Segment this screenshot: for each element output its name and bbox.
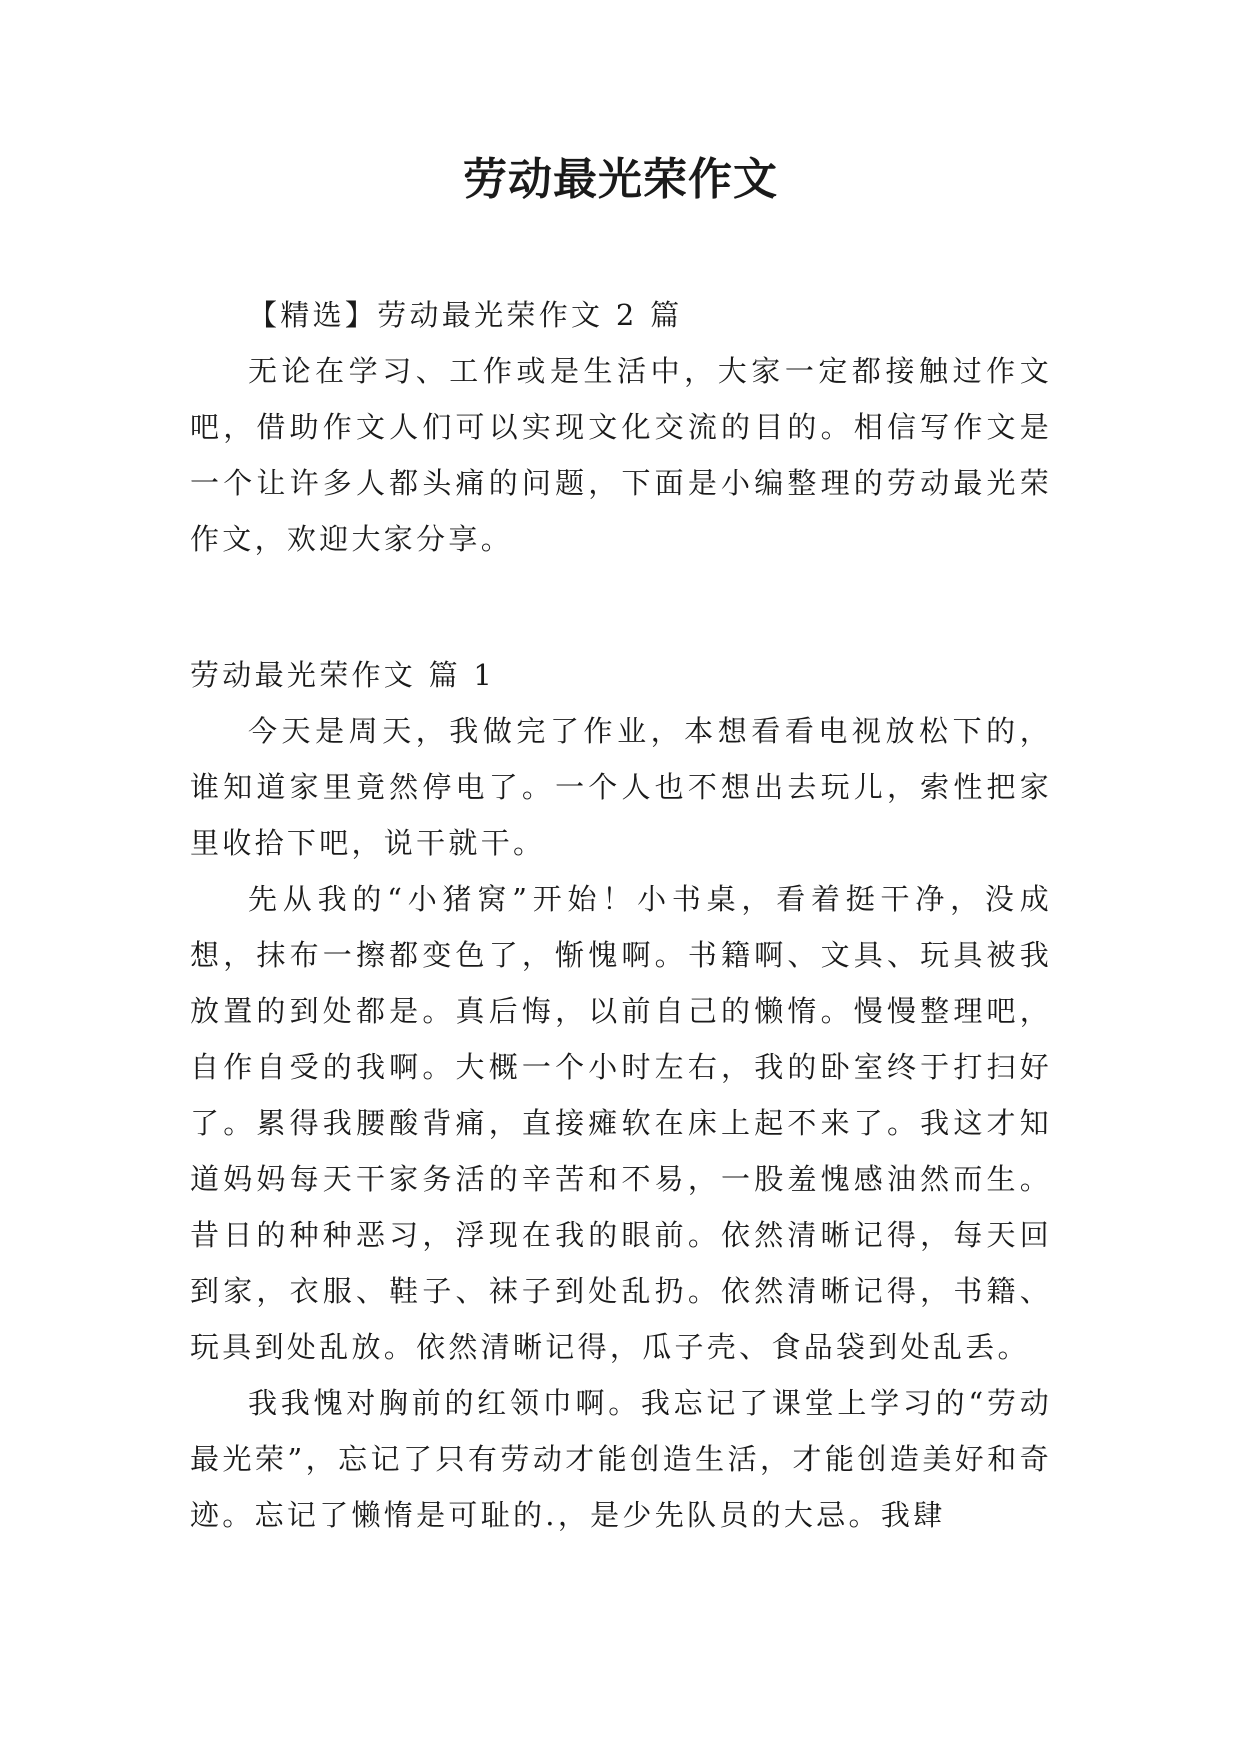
body-paragraph-1: 今天是周天，我做完了作业，本想看看电视放松下的，谁知道家里竟然停电了。一个人也不想出去玩儿，索性把家里收拾下吧，说干就干。	[190, 714, 1052, 860]
document-body	[190, 287, 1052, 1543]
body-paragraph-3: 我我愧对胸前的红领巾啊。我忘记了课堂上学习的“劳动最光荣”，忘记了只有劳动才能创造生活，才能创造美好和奇迹。忘记了懒惰是可耻的.，是少先队员的大忌。我肆	[190, 1386, 1052, 1532]
section-spacer	[190, 567, 1052, 647]
document-subtitle: 【精选】劳动最光荣作文 2 篇	[248, 298, 683, 332]
intro-paragraph: 无论在学习、工作或是生活中，大家一定都接触过作文吧，借助作文人们可以实现文化交流的目的。相信写作文是一个让许多人都头痛的问题，下面是小编整理的劳动最光荣作文，欢迎大家分享。	[190, 354, 1052, 556]
section-heading: 劳动最光荣作文 篇 1	[190, 658, 496, 692]
document-title: 劳动最光荣作文	[463, 154, 778, 205]
body-paragraph-2: 先从我的“小猪窝”开始！小书桌，看着挺干净，没成想，抹布一擦都变色了，惭愧啊。书籍啊、文具、玩具被我放置的到处都是。真后悔，以前自己的懒惰。慢慢整理吧，自作自受的我啊。大概一个小时左右，我的卧室终于打扫好了。累得我腰酸背痛，直接瘫软在床上起不来了。我这才知道妈妈每天干家务活的辛苦和不易，一股羞愧感油然而生。昔日的种种恶习，浮现在我的眼前。依然清晰记得，每天回到家，衣服、鞋子、袜子到处乱扔。依然清晰记得，书籍、玩具到处乱放。依然清晰记得，瓜子壳、食品袋到处乱丢。	[190, 882, 1052, 1364]
